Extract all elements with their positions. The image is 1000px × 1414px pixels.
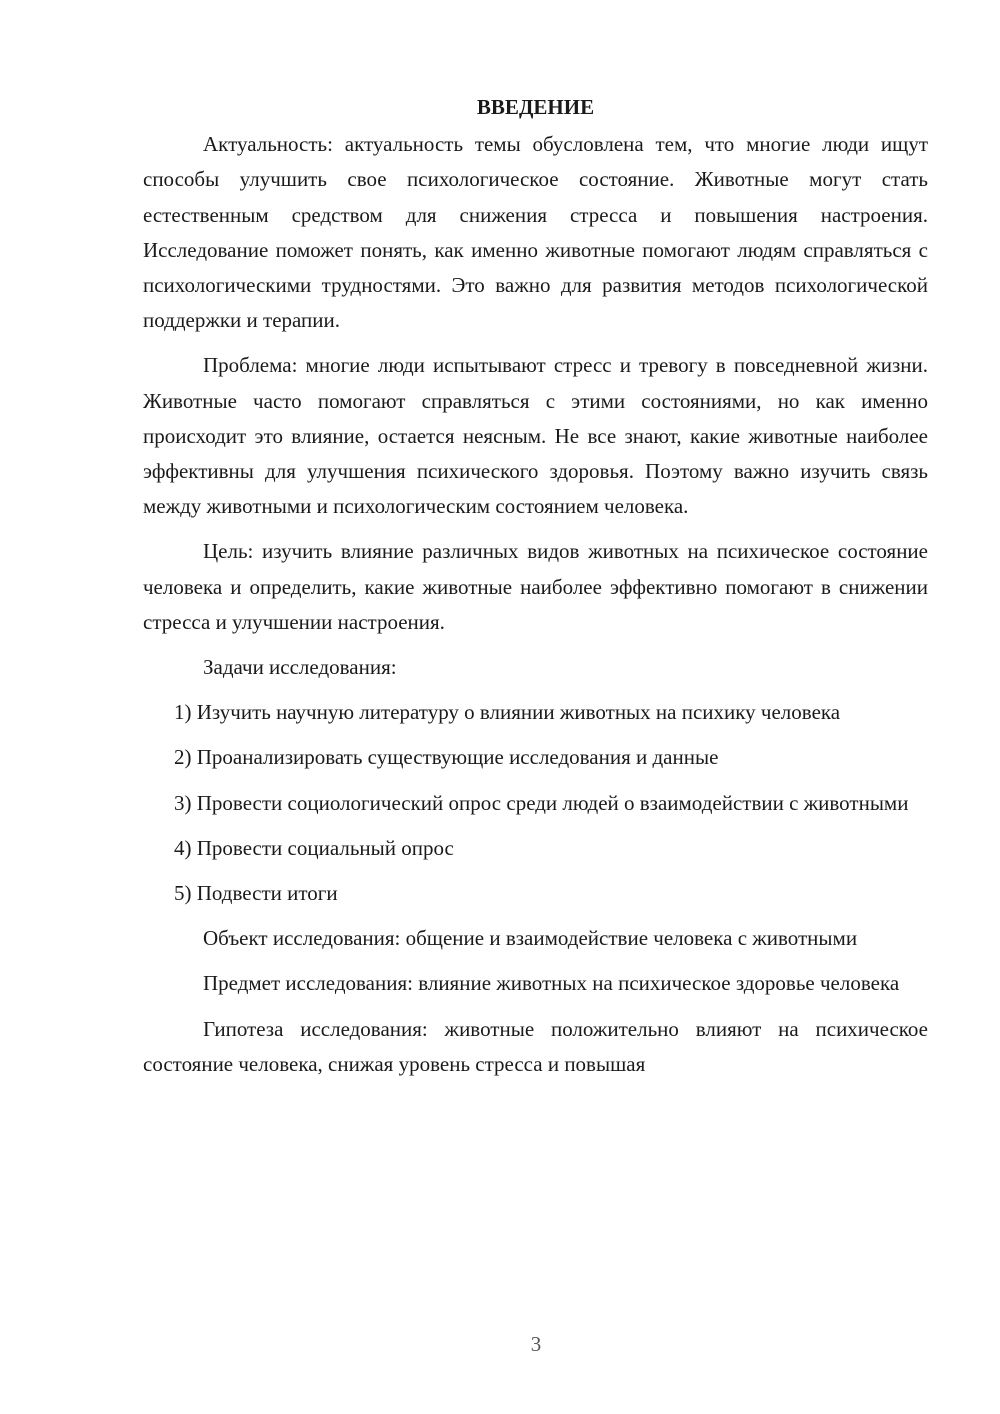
task-item-4: 4) Провести социальный опрос — [174, 835, 454, 860]
task-item-2: 2) Проанализировать существующие исследования и данные — [174, 745, 719, 770]
document-page — [143, 90, 928, 1092]
task-item-1: 1) Изучить научную литературу о влиянии животных на психику человека — [174, 700, 841, 725]
paragraph-object: Объект исследования: общение и взаимодействие человека с животными — [203, 926, 858, 951]
section-title: ВВЕДЕНИЕ — [476, 95, 595, 119]
page-number: 3 — [530, 1332, 542, 1356]
paragraph-relevance: Актуальность: актуальность темы обусловлена тем, что многие люди ищут способы улучшить свое психологическое состояние. Животные могут стать естественным средством для снижения стресса и повышения настроения. Исследование поможет понять, как именно животные помогают людям справляться с психологическими трудностями. Это важно для развития методов психологической поддержки и терапии. — [143, 132, 928, 333]
task-item-3: 3) Провести социологический опрос среди людей о взаимодействии с животными — [174, 790, 909, 815]
paragraph-goal: Цель: изучить влияние различных видов животных на психическое состояние человека и определить, какие животные наиболее эффективно помогают в снижении стресса и улучшении настроения. — [143, 539, 928, 634]
paragraph-subject: Предмет исследования: влияние животных на психическое здоровье человека — [203, 971, 900, 996]
paragraph-problem: Проблема: многие люди испытывают стресс и тревогу в повседневной жизни. Животные часто помогают справляться с этими состояниями, но как именно происходит это влияние, остается неясным. Не все знают, какие животные наиболее эффективны для улучшения психического здоровья. Поэтому важно изучить связь между животными и психологическим состоянием человека. — [143, 353, 928, 519]
paragraph-hypothesis: Гипотеза исследования: животные положительно влияют на психическое состояние человека, снижая уровень стресса и повышая — [143, 1016, 928, 1076]
task-item-5: 5) Подвести итоги — [174, 881, 338, 906]
tasks-heading: Задачи исследования: — [203, 655, 397, 680]
